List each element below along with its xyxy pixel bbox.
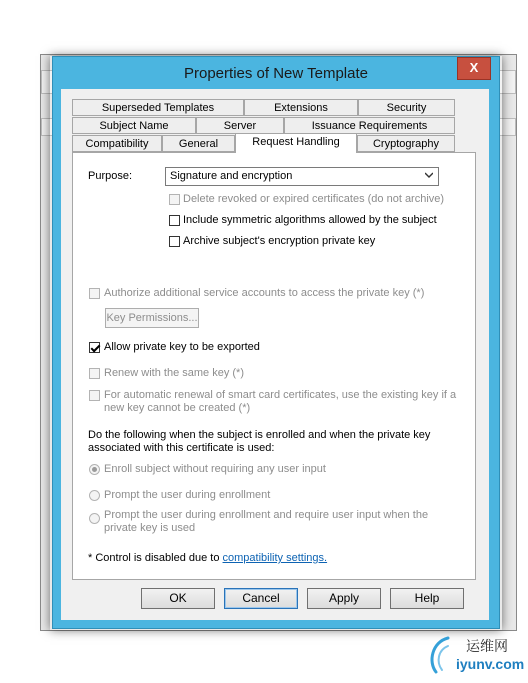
key-permissions-button[interactable]: Key Permissions... — [105, 308, 199, 328]
tab-issuance-requirements[interactable]: Issuance Requirements — [284, 117, 455, 134]
prompt-during-enrollment-label: Prompt the user during enrollment — [104, 489, 271, 501]
request-handling-panel — [72, 152, 476, 580]
close-button[interactable] — [457, 57, 491, 80]
tab-general[interactable]: General — [162, 135, 235, 152]
include-symmetric-checkbox[interactable] — [169, 215, 180, 226]
authorize-accounts-label: Authorize additional service accounts to access the private key (*) — [104, 287, 425, 299]
tab-cryptography[interactable]: Cryptography — [357, 135, 455, 152]
tab-security[interactable]: Security — [358, 99, 455, 116]
footnote — [88, 552, 327, 564]
watermark-text-top: 运维网 — [466, 639, 508, 655]
enroll-without-input-radio[interactable] — [89, 464, 100, 475]
renew-same-key-label: Renew with the same key (*) — [104, 367, 244, 379]
footnote-text: * Control is disabled due to — [88, 552, 223, 564]
delete-revoked-label: Delete revoked or expired certificates (do not archive) — [183, 193, 445, 205]
cancel-button[interactable]: Cancel — [224, 588, 298, 609]
tab-subject-name[interactable]: Subject Name — [72, 117, 196, 134]
delete-revoked-checkbox[interactable] — [169, 194, 180, 205]
prompt-and-require-input-label-line2: private key is used — [104, 522, 196, 534]
title-bar[interactable] — [53, 57, 499, 89]
archive-key-checkbox[interactable] — [169, 236, 180, 247]
enroll-heading-line1: Do the following when the subject is enrolled and when the private key — [88, 429, 431, 441]
smart-card-renewal-label-line1: For automatic renewal of smart card certificates, use the existing key if a — [104, 389, 457, 401]
close-icon: X — [469, 60, 479, 75]
purpose-selected-value: Signature and encryption — [170, 170, 293, 182]
smart-card-renewal-label-line2: new key cannot be created (*) — [104, 402, 251, 414]
dialog-client-area — [61, 89, 489, 620]
compatibility-settings-link[interactable]: compatibility settings. — [222, 552, 328, 564]
properties-dialog — [52, 56, 500, 629]
ok-button[interactable]: OK — [141, 588, 215, 609]
help-button[interactable]: Help — [390, 588, 464, 609]
enroll-heading-line2: associated with this certificate is used: — [88, 442, 275, 454]
prompt-during-enrollment-radio[interactable] — [89, 490, 100, 501]
prompt-and-require-input-label-line1: Prompt the user during enrollment and require user input when the — [104, 509, 429, 521]
purpose-label: Purpose: — [88, 170, 133, 182]
tab-compatibility[interactable]: Compatibility — [72, 135, 162, 152]
archive-key-label: Archive subject's encryption private key — [183, 235, 376, 247]
tab-server[interactable]: Server — [196, 117, 284, 134]
prompt-and-require-input-radio[interactable] — [89, 513, 100, 524]
enroll-without-input-label: Enroll subject without requiring any user input — [104, 463, 326, 475]
smart-card-renewal-checkbox[interactable] — [89, 390, 100, 401]
allow-export-label: Allow private key to be exported — [104, 341, 260, 353]
tab-superseded-templates[interactable]: Superseded Templates — [72, 99, 244, 116]
purpose-dropdown[interactable] — [165, 167, 439, 186]
watermark-text-bottom: iyunv.com — [456, 656, 525, 672]
chevron-down-icon — [425, 171, 433, 179]
include-symmetric-label: Include symmetric algorithms allowed by the subject — [183, 214, 437, 226]
authorize-accounts-checkbox[interactable] — [89, 288, 100, 299]
allow-export-checkbox[interactable] — [89, 342, 100, 353]
tab-extensions[interactable]: Extensions — [244, 99, 358, 116]
dialog-title: Properties of New Template — [184, 65, 368, 82]
tab-request-handling[interactable]: Request Handling — [235, 133, 357, 153]
site-watermark — [426, 632, 526, 678]
apply-button[interactable]: Apply — [307, 588, 381, 609]
renew-same-key-checkbox[interactable] — [89, 368, 100, 379]
